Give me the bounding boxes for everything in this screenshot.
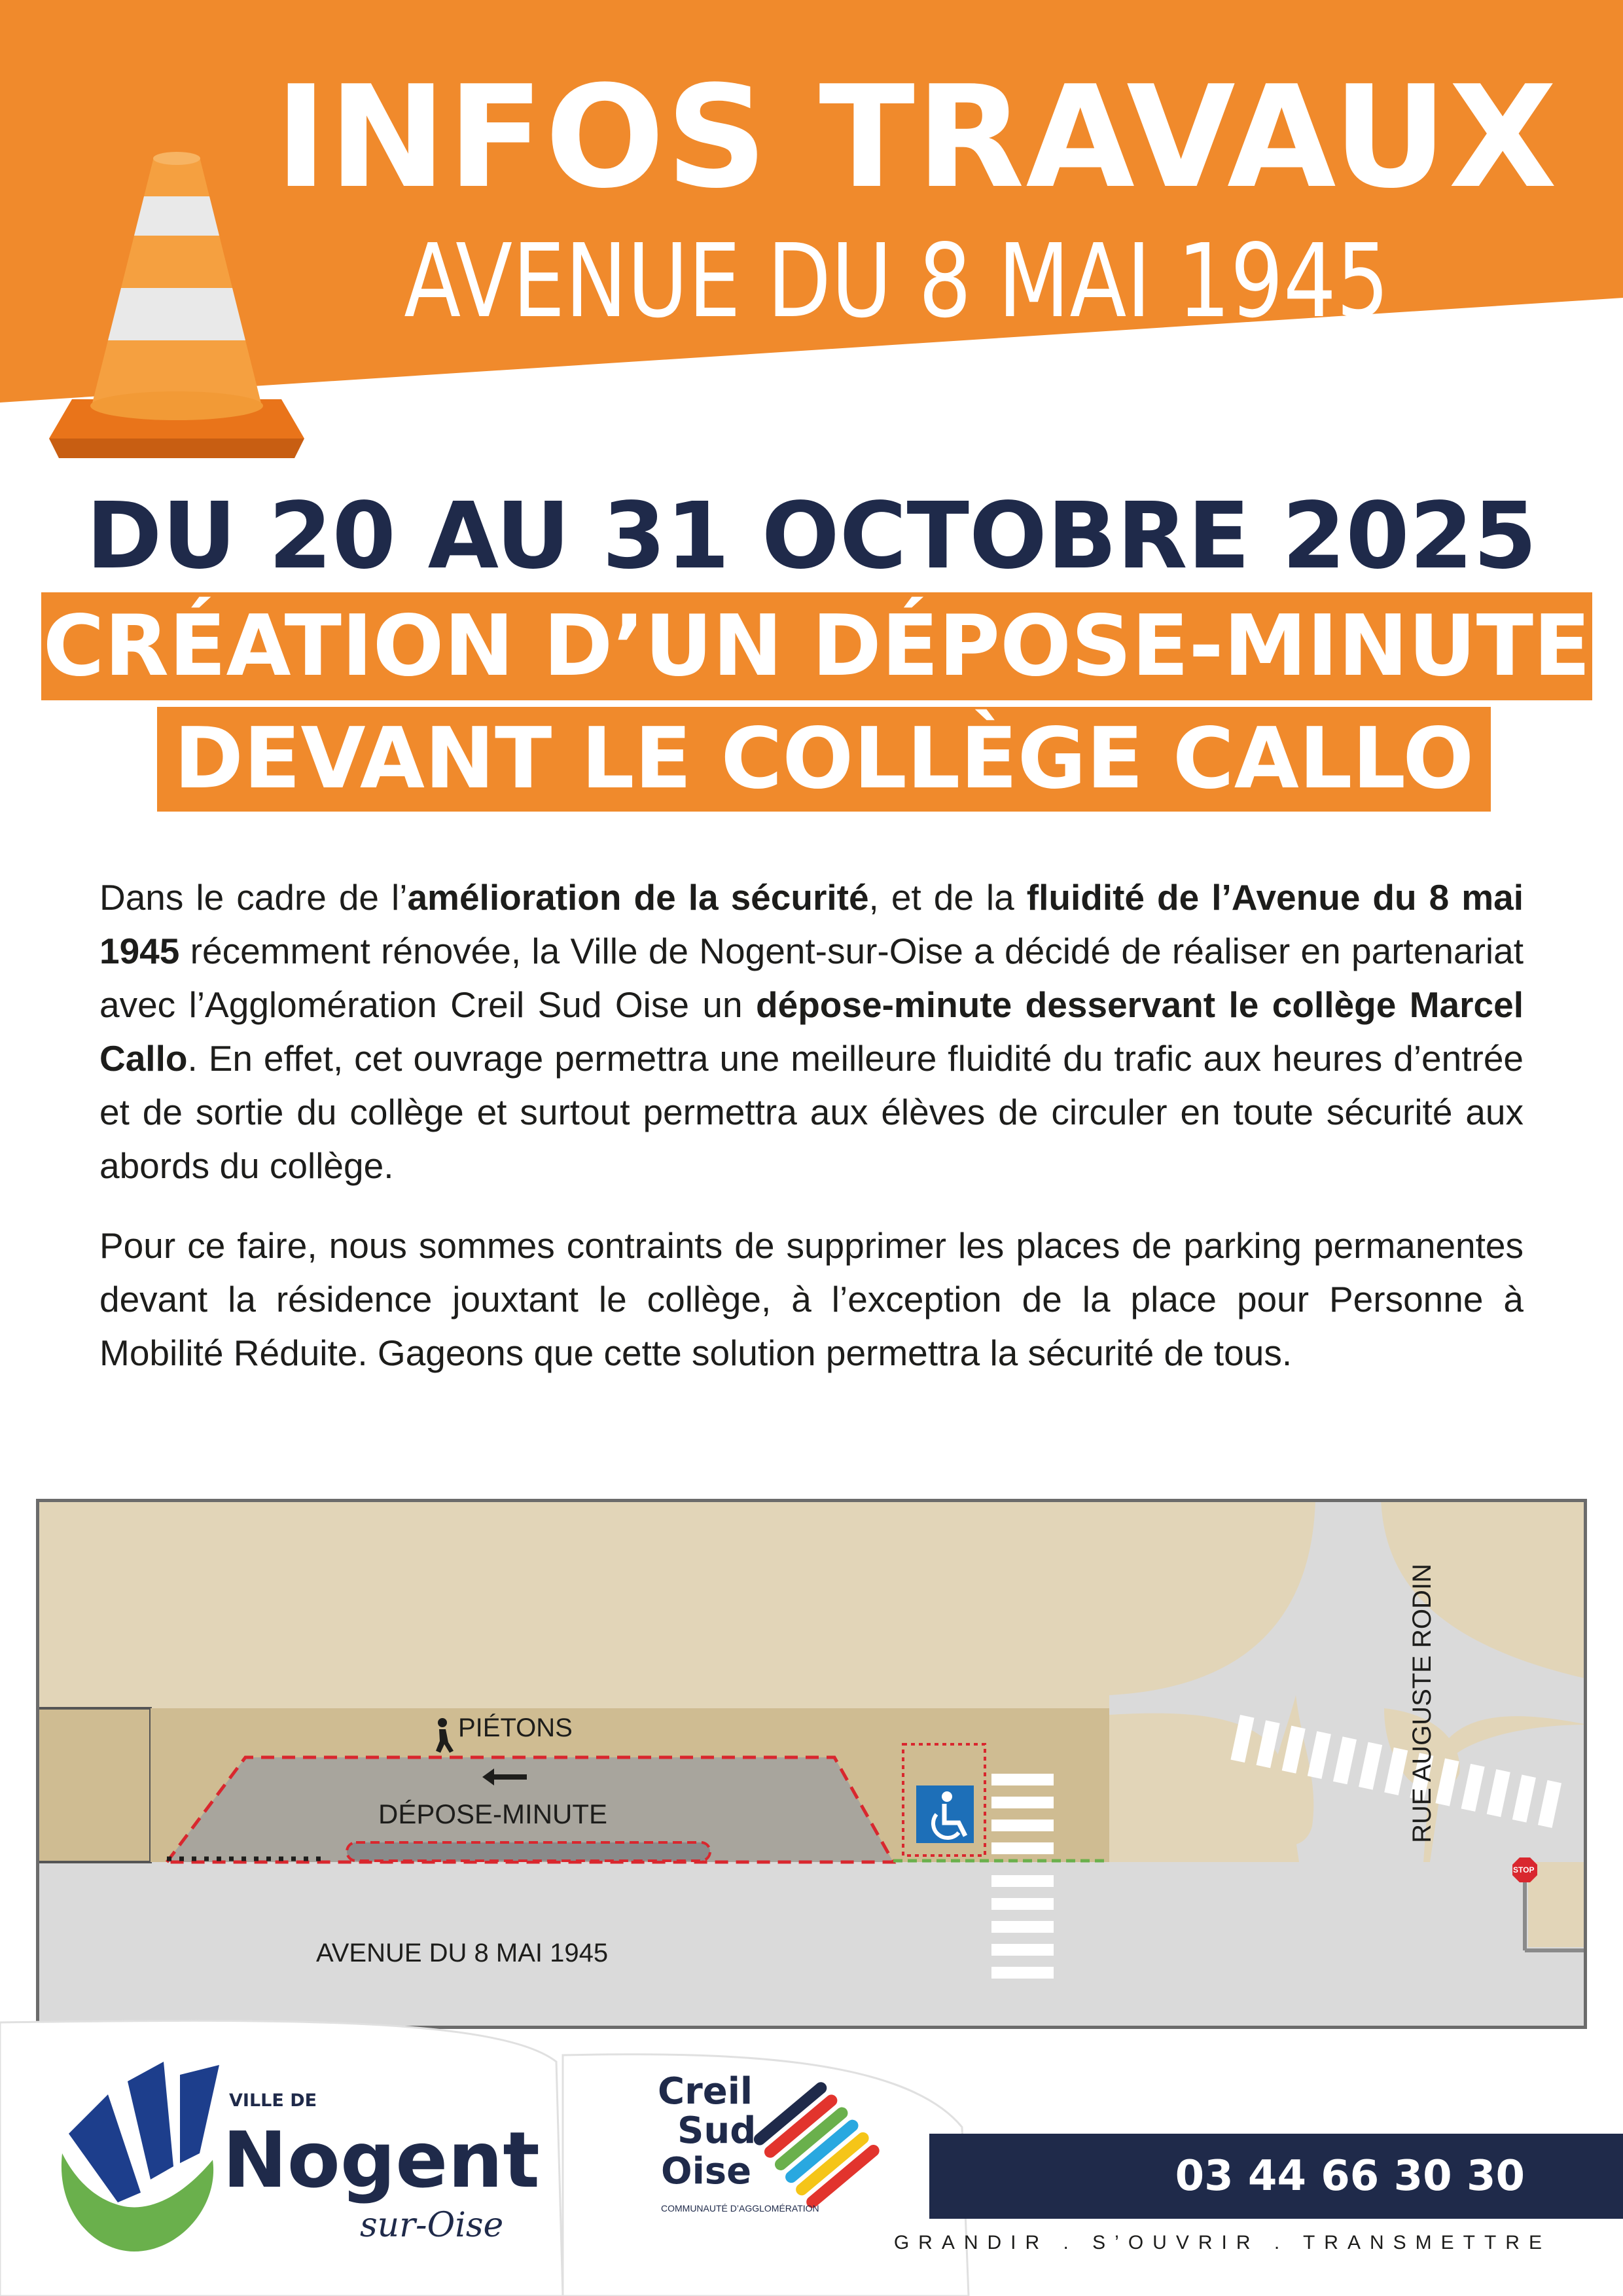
cs-creil: Creil	[658, 2070, 753, 2113]
text-run: . En effet, cet ouvrage permettra une meilleure fluidité du trafic aux heures d’entrée et de sortie du collège et surtout permettra aux élèves de circuler en toute sécurité aux abords du collège.	[99, 1038, 1524, 1186]
phone-number[interactable]: 03 44 66 30 30	[1175, 2152, 1525, 2200]
text-run: Dans le cadre de l’	[99, 877, 408, 918]
traffic-cone-icon	[46, 144, 308, 465]
bold-run: dépose-minute desservant le collège Marcel Callo	[99, 984, 1524, 1079]
page-subtitle: AVENUE DU 8 MAI 1945	[404, 222, 1389, 340]
bold-run: fluidité de l’Avenue du 8 mai 1945	[99, 877, 1524, 971]
page-title: INFOS TRAVAUX	[275, 55, 1559, 219]
site-map	[36, 1499, 1587, 2029]
avenue-road	[36, 1862, 1587, 2029]
date-line: DU 20 AU 31 OCTOBRE 2025	[86, 483, 1537, 590]
bold-run: amélioration de la sécurité	[407, 877, 869, 918]
cs-sud: Sud	[677, 2109, 757, 2152]
label-pietons: PIÉTONS	[458, 1713, 573, 1742]
headline-line-1: CRÉATION D’UN DÉPOSE-MINUTE	[41, 592, 1592, 700]
label-depose-minute: DÉPOSE-MINUTE	[378, 1799, 608, 1829]
headline-line-2: DEVANT LE COLLÈGE CALLO	[157, 707, 1491, 812]
crosswalk-avenue	[991, 1774, 1054, 1979]
header-text	[275, 55, 1559, 340]
building-left	[36, 1708, 151, 1862]
label-avenue: AVENUE DU 8 MAI 1945	[316, 1939, 609, 1967]
paragraph-1	[99, 870, 1524, 1193]
label-stop: STOP	[1513, 1865, 1535, 1874]
slogan: GRANDIR . S’OUVRIR . TRANSMETTRE	[893, 2232, 1551, 2253]
nogent-small-label: VILLE DE	[229, 2090, 317, 2111]
cs-oise: Oise	[661, 2150, 752, 2193]
text-run: , et de la	[868, 877, 1027, 918]
body-text	[99, 870, 1524, 1406]
nogent-sur-label: sur-Oise	[360, 2206, 504, 2245]
nogent-big-label: Nogent	[223, 2115, 540, 2205]
paragraph-2: Pour ce faire, nous sommes contraints de supprimer les places de parking permanentes devant la résidence jouxtant le collège, à l’exception de la place pour Personne à Mobilité Réduite. Gageons que cette solution permettra la sécurité de tous.	[99, 1225, 1524, 1373]
label-rue: RUE AUGUSTE RODIN	[1407, 1564, 1436, 1843]
parking-strip	[347, 1842, 710, 1861]
text-run: récemment rénovée, la Ville de Nogent-sur-Oise a décidé de réaliser en partenariat avec l’Agglomération Creil Sud Oise un	[99, 931, 1524, 1025]
cs-small-label: COMMUNAUTÉ D’AGGLOMÉRATION	[661, 2203, 819, 2214]
